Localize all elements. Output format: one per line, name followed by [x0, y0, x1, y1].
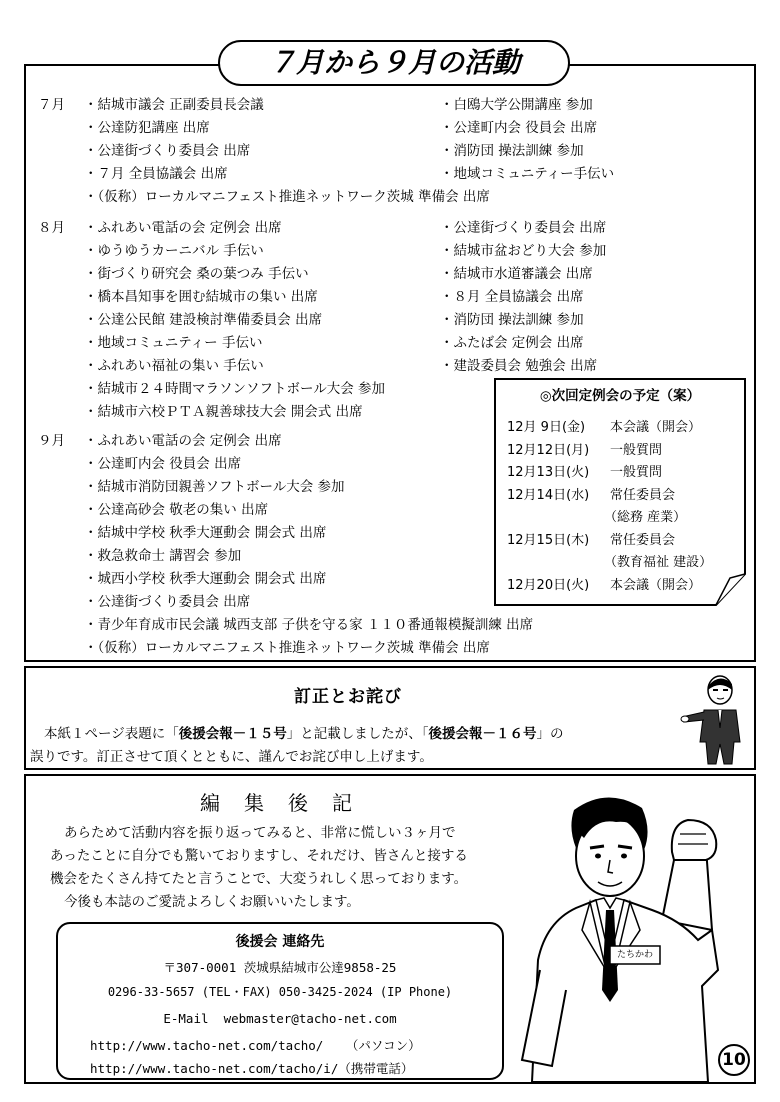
activity-item: ・公達公民館 建設検討準備委員会 出席: [84, 312, 323, 328]
correction-line1: [44, 722, 563, 742]
editorial-line: あらためて活動内容を振り返ってみると、非常に慌しい３ヶ月で: [64, 825, 456, 841]
activity-item: ・橋本昌知事を囲む結城市の集い 出席: [84, 289, 318, 305]
activity-item: ・公達街づくり委員会 出席: [440, 220, 607, 236]
activity-item: ・結城市盆おどり大会 参加: [440, 243, 607, 259]
bowing-man-illustration: [680, 672, 752, 768]
page-number: 10: [718, 1044, 750, 1076]
schedule-event: 一般質問: [610, 442, 663, 458]
schedule-title: ◎次回定例会の予定（案）: [539, 388, 701, 404]
contact-title: 後援会 連絡先: [235, 934, 325, 950]
correction-line1-mid: 」と記載しましたが、「: [286, 726, 429, 742]
editorial-title: 編 集 後 記: [200, 791, 354, 815]
schedule-date: 12月14日(水): [507, 487, 590, 503]
activity-item: ・地域コミュニティー 手伝い: [84, 335, 263, 351]
activity-item: ・白鴎大学公開講座 参加: [440, 97, 593, 113]
activity-item: ・結城市六校ＰＴＡ親善球技大会 開会式 出席: [84, 404, 363, 420]
man-illustration: [512, 790, 742, 1082]
schedule-event: （総務 産業）: [604, 510, 687, 525]
schedule-event: 常任委員会: [610, 487, 676, 503]
correction-line1-post: 」の: [536, 726, 564, 742]
contact-email-line: [56, 1011, 504, 1026]
month-july: ７月: [38, 97, 65, 113]
activity-item: ・ふたば会 定例会 出席: [440, 335, 584, 351]
name-tag: たちかわ: [616, 950, 653, 960]
activity-item: ・結城市水道審議会 出席: [440, 266, 593, 282]
schedule-event: 一般質問: [610, 465, 663, 480]
activity-item: ・結城市２４時間マラソンソフトボール大会 参加: [84, 381, 386, 397]
schedule-date: 12月12日(月): [507, 442, 590, 458]
schedule-event: 常任委員会: [610, 532, 676, 548]
schedule-date: 12月15日(木): [507, 532, 590, 548]
month-august: ８月: [38, 220, 65, 236]
schedule-event: 本会議（開会）: [610, 420, 702, 435]
contact-url-mobile[interactable]: http://www.tacho-net.com/tacho/i/: [90, 1061, 339, 1076]
correction-line1-bold1: 後援会報－１５号: [178, 726, 287, 742]
correction-title: 訂正とお詫び: [294, 687, 402, 707]
activity-item: ・消防団 操法訓練 参加: [440, 312, 584, 328]
editorial-line: 機会をたくさん持てたと言うことで、大変うれしく思っております。: [50, 871, 468, 887]
schedule-event: 本会議（開会）: [610, 577, 702, 593]
activity-item: ・公達防犯講座 出席: [84, 120, 210, 136]
contact-url-pc-line: [90, 1036, 421, 1054]
activity-item: ・結城市議会 正副委員長会議: [84, 97, 264, 113]
activity-item: ・結城市消防団親善ソフトボール大会 参加: [84, 479, 345, 495]
schedule-date: 12月13日(火): [507, 465, 590, 480]
activity-item: ・公達町内会 役員会 出席: [84, 456, 242, 472]
activities-title: ７月から９月の活動: [218, 40, 570, 86]
editorial-line: あったことに自分でも驚いておりますし、それだけ、皆さんと接する: [50, 848, 468, 864]
contact-url-mobile-note: （携帯電話）: [338, 1061, 414, 1076]
schedule-date: 12月 9日(金): [507, 420, 586, 435]
contact-url-mobile-line: [90, 1059, 413, 1077]
schedule-date: 12月20日(火): [507, 577, 590, 593]
activity-item: ・ふれあい電話の会 定例会 出席: [84, 220, 282, 236]
correction-line1-pre: 本紙１ページ表題に「: [44, 726, 179, 742]
contact-url-pc[interactable]: http://www.tacho-net.com/tacho/: [90, 1038, 324, 1053]
correction-line1-bold2: 後援会報－１６号: [428, 726, 537, 742]
month-september: ９月: [38, 433, 65, 449]
correction-line2: 誤りです。訂正させて頂くとともに、謹んでお詫び申し上げます。: [30, 749, 433, 765]
activity-item: ・結城中学校 秋季大運動会 開会式 出席: [84, 525, 327, 541]
contact-address: 〒307-0001 茨城県結城市公達9858-25: [163, 960, 397, 975]
activity-item: ・公達高砂会 敬老の集い 出席: [84, 502, 269, 518]
activity-item: ・城西小学校 秋季大運動会 開会式 出席: [84, 571, 327, 587]
contact-url-pc-note: （パソコン）: [345, 1038, 421, 1053]
schedule-event: （教育福祉 建設）: [604, 555, 713, 570]
activity-item: ・７月 全員協議会 出席: [84, 166, 228, 182]
activity-item: ・建設委員会 勉強会 出席: [440, 358, 598, 374]
activity-item: ・公達町内会 役員会 出席: [440, 120, 598, 136]
activity-item: ・地域コミュニティー手伝い: [440, 166, 615, 182]
contact-email-label: E-Mail: [163, 1011, 209, 1026]
editorial-line: 今後も本誌のご愛読よろしくお願いいたします。: [64, 894, 360, 910]
contact-email[interactable]: webmaster@tacho-net.com: [223, 1011, 397, 1026]
activity-item: ・救急救命士 講習会 参加: [84, 548, 242, 564]
activity-item: ・ゆうゆうカーニバル 手伝い: [84, 243, 264, 259]
activity-item: ・街づくり研究会 桑の葉つみ 手伝い: [84, 266, 309, 282]
activity-item: ・ふれあい福祉の集い 手伝い: [84, 358, 264, 374]
activity-item: ・（仮称）ローカルマニフェスト推進ネットワーク茨城 準備会 出席: [84, 189, 490, 205]
contact-phone: 0296-33-5657 (TEL・FAX) 050-3425-2024 (IP Phone): [107, 985, 453, 999]
activity-item: ・消防団 操法訓練 参加: [440, 143, 584, 159]
activity-item: ・ふれあい電話の会 定例会 出席: [84, 433, 282, 449]
activity-item: ・（仮称）ローカルマニフェスト推進ネットワーク茨城 準備会 出席: [84, 640, 490, 656]
activity-item: ・８月 全員協議会 出席: [440, 289, 584, 305]
activity-item: ・青少年育成市民会議 城西支部 子供を守る家 １１０番通報模擬訓練 出席: [84, 617, 534, 633]
activity-item: ・公達街づくり委員会 出席: [84, 143, 251, 159]
activity-item: ・公達街づくり委員会 出席: [84, 594, 251, 610]
